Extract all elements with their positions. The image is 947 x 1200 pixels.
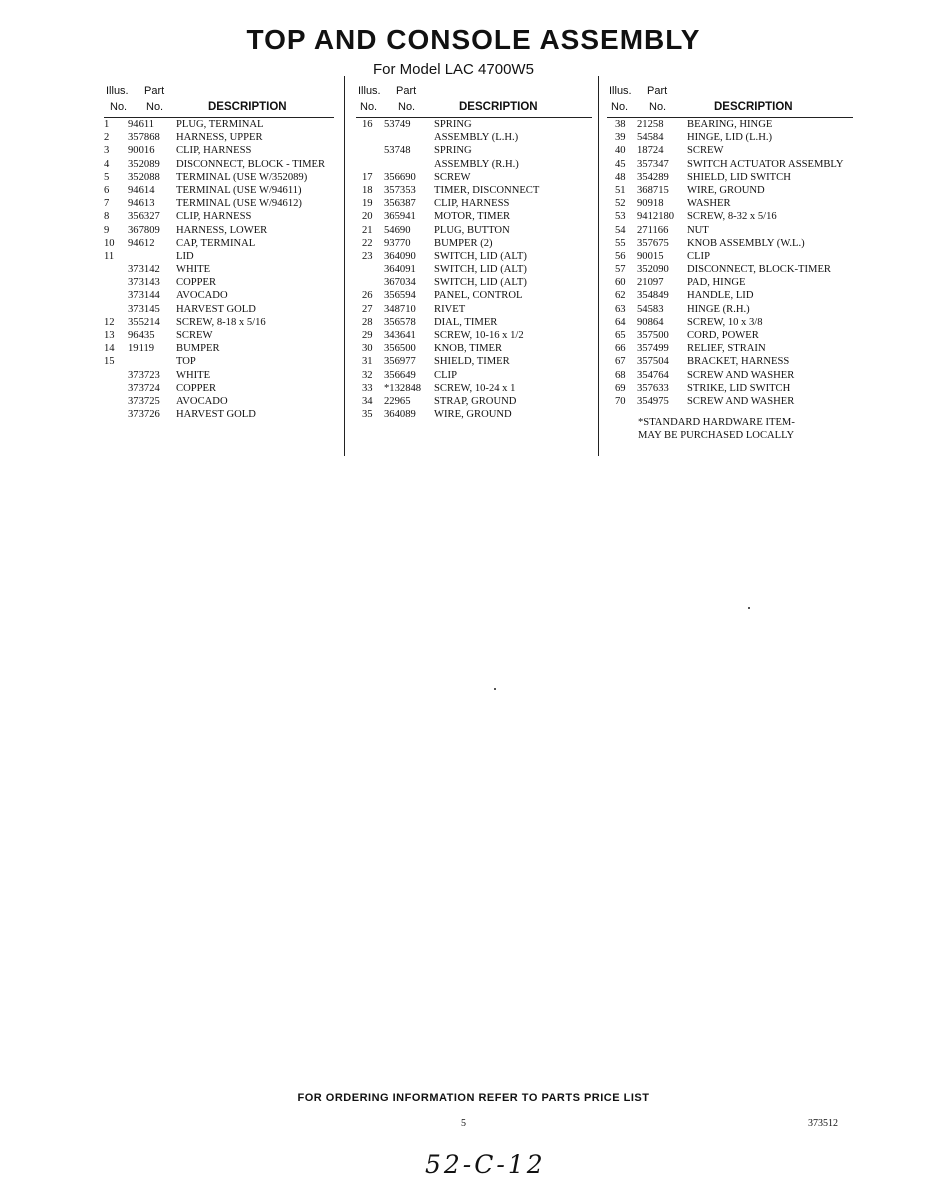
illus-no: 23 <box>362 250 373 262</box>
part-description: SCREW, 10-16 x 1/2 <box>434 330 524 341</box>
part-description: DISCONNECT, BLOCK-TIMER <box>687 264 831 276</box>
part-no: 373144 <box>128 290 160 302</box>
document-code: 373512 <box>808 1118 838 1129</box>
illus-no: 34 <box>362 395 373 407</box>
part-no: 9412180 <box>637 211 675 223</box>
part-no: 90016 <box>128 145 155 157</box>
column-header <box>356 84 598 116</box>
part-description: WHITE <box>176 264 211 276</box>
part-no: 356594 <box>384 290 416 302</box>
header-no: No. <box>611 101 629 113</box>
part-description: CLIP, HARNESS <box>176 145 252 157</box>
parts-list <box>356 118 598 421</box>
illus-no: 19 <box>362 198 373 210</box>
column-divider <box>598 76 599 456</box>
illus-no: 51 <box>615 184 626 196</box>
part-description: CLIP, HARNESS <box>176 211 252 223</box>
illus-no: 20 <box>362 211 373 223</box>
part-row <box>356 224 598 237</box>
illus-no: 7 <box>104 198 110 210</box>
part-description: CLIP, HARNESS <box>434 198 510 210</box>
part-no: 356977 <box>384 356 416 368</box>
scan-speck <box>748 607 750 609</box>
illus-no: 45 <box>615 158 626 170</box>
part-no: 53749 <box>384 119 411 130</box>
part-description: ASSEMBLY (R.H.) <box>434 158 519 170</box>
part-description: DISCONNECT, BLOCK - TIMER <box>176 158 326 170</box>
part-row <box>607 250 857 263</box>
part-description: HARNESS, UPPER <box>176 132 263 144</box>
part-row <box>104 303 340 316</box>
part-description: SHIELD, TIMER <box>434 356 510 368</box>
illus-no: 69 <box>615 382 626 394</box>
part-description: CLIP <box>687 250 710 262</box>
part-row <box>356 184 598 197</box>
part-row <box>356 131 598 144</box>
part-no: 90864 <box>637 316 664 328</box>
part-description: LID <box>176 250 194 262</box>
part-row <box>356 237 598 250</box>
illus-no: 9 <box>104 224 110 236</box>
part-row <box>356 382 598 395</box>
header-description: DESCRIPTION <box>459 101 538 113</box>
page-title: TOP AND CONSOLE ASSEMBLY <box>246 24 701 55</box>
illus-no: 54 <box>615 224 626 236</box>
part-description: CORD, POWER <box>687 330 759 341</box>
hardware-note <box>638 416 857 442</box>
part-row <box>607 158 857 171</box>
part-no: 373145 <box>128 303 160 315</box>
part-row <box>104 210 340 223</box>
part-no: 96435 <box>128 330 155 341</box>
part-description: MOTOR, TIMER <box>434 211 511 223</box>
part-no: 373723 <box>128 369 160 381</box>
part-row <box>607 289 857 302</box>
parts-column-3 <box>607 84 857 443</box>
header-illus: Illus. <box>609 85 632 97</box>
part-row <box>356 276 598 289</box>
part-row <box>607 224 857 237</box>
part-no: 94611 <box>128 119 155 130</box>
part-row <box>104 184 340 197</box>
part-description: KNOB, TIMER <box>434 343 503 355</box>
part-row <box>607 210 857 223</box>
illus-no: 33 <box>362 382 373 394</box>
part-no: 364089 <box>384 409 416 421</box>
part-row <box>104 158 340 171</box>
illus-no: 16 <box>362 119 373 130</box>
part-row <box>104 329 340 342</box>
part-no: 367809 <box>128 224 160 236</box>
illus-no: 5 <box>104 171 110 183</box>
part-row <box>356 289 598 302</box>
illus-no: 35 <box>362 409 373 421</box>
part-row <box>104 382 340 395</box>
note-line: *STANDARD HARDWARE ITEM- <box>638 417 795 429</box>
scan-speck <box>494 688 496 690</box>
part-description: SPRING <box>434 145 472 157</box>
part-description: WIRE, GROUND <box>434 409 512 421</box>
column-header <box>104 84 340 116</box>
part-no: 54690 <box>384 224 411 236</box>
part-no: 54584 <box>637 132 664 144</box>
part-row <box>607 118 857 131</box>
part-no: 355214 <box>128 316 160 328</box>
part-description: STRIKE, LID SWITCH <box>687 382 791 394</box>
part-description: HANDLE, LID <box>687 290 754 302</box>
part-description: TOP <box>176 356 196 368</box>
illus-no: 29 <box>362 330 373 341</box>
illus-no: 26 <box>362 290 373 302</box>
part-description: COPPER <box>176 382 217 394</box>
part-description: SWITCH ACTUATOR ASSEMBLY <box>687 158 844 170</box>
part-no: 364091 <box>384 264 416 276</box>
part-row <box>104 408 340 421</box>
illus-no: 70 <box>615 395 626 407</box>
part-row <box>104 131 340 144</box>
part-row <box>104 263 340 276</box>
illus-no: 56 <box>615 250 626 262</box>
illus-no: 13 <box>104 330 115 341</box>
part-no: 368715 <box>637 184 669 196</box>
part-row <box>607 329 857 342</box>
header-description: DESCRIPTION <box>208 101 287 113</box>
part-row <box>356 329 598 342</box>
part-row <box>356 316 598 329</box>
illus-no: 4 <box>104 158 110 170</box>
part-no: 53748 <box>384 145 411 157</box>
parts-column-2 <box>356 84 598 421</box>
part-no: 357353 <box>384 184 416 196</box>
part-row <box>356 395 598 408</box>
part-no: 352088 <box>128 171 160 183</box>
part-description: CLIP <box>434 369 457 381</box>
part-description: AVOCADO <box>176 395 228 407</box>
part-row <box>356 369 598 382</box>
part-row <box>607 171 857 184</box>
illus-no: 10 <box>104 237 115 249</box>
part-row <box>356 263 598 276</box>
part-description: STRAP, GROUND <box>434 395 517 407</box>
part-row <box>104 144 340 157</box>
part-description: SCREW AND WASHER <box>687 369 795 381</box>
parts-column-1 <box>104 84 340 421</box>
header-part-no: No. <box>398 101 416 113</box>
part-description: NUT <box>687 224 709 236</box>
illus-no: 3 <box>104 145 110 157</box>
illus-no: 1 <box>104 119 110 130</box>
part-description: TERMINAL (USE W/94611) <box>176 184 302 196</box>
part-row <box>607 276 857 289</box>
illus-no: 65 <box>615 330 626 341</box>
part-description: BRACKET, HARNESS <box>687 356 790 368</box>
part-description: SWITCH, LID (ALT) <box>434 250 527 262</box>
part-description: HINGE (R.H.) <box>687 303 750 315</box>
part-no: 21097 <box>637 277 664 289</box>
part-row <box>607 144 857 157</box>
illus-no: 39 <box>615 132 626 144</box>
illus-no: 38 <box>615 119 626 130</box>
part-row <box>104 224 340 237</box>
part-description: BUMPER (2) <box>434 237 493 249</box>
part-description: PLUG, TERMINAL <box>176 119 264 130</box>
part-no: 18724 <box>637 145 664 157</box>
part-no: 22965 <box>384 395 411 407</box>
model-subtitle: For Model LAC 4700W5 <box>373 61 534 78</box>
part-no: *132848 <box>384 382 422 394</box>
illus-no: 22 <box>362 237 373 249</box>
part-no: 54583 <box>637 303 664 315</box>
part-description: SWITCH, LID (ALT) <box>434 277 527 289</box>
part-row <box>104 171 340 184</box>
header-part: Part <box>144 85 165 97</box>
part-description: WIRE, GROUND <box>687 184 765 196</box>
part-row <box>607 342 857 355</box>
header-part-no: No. <box>649 101 667 113</box>
part-description: BEARING, HINGE <box>687 119 773 130</box>
part-description: HARNESS, LOWER <box>176 224 268 236</box>
part-no: 357500 <box>637 330 669 341</box>
part-no: 373724 <box>128 382 160 394</box>
part-no: 343641 <box>384 330 416 341</box>
illus-no: 55 <box>615 237 626 249</box>
part-row <box>356 408 598 421</box>
part-no: 90918 <box>637 198 664 210</box>
illus-no: 53 <box>615 211 626 223</box>
part-description: HINGE, LID (L.H.) <box>687 132 773 144</box>
part-description: AVOCADO <box>176 290 228 302</box>
part-row <box>356 197 598 210</box>
part-description: SPRING <box>434 119 472 130</box>
illus-no: 40 <box>615 145 626 157</box>
part-description: SCREW, 10 x 3/8 <box>687 316 763 328</box>
part-description: SCREW AND WASHER <box>687 395 795 407</box>
part-no: 357499 <box>637 343 669 355</box>
part-row <box>607 316 857 329</box>
illus-no: 32 <box>362 369 373 381</box>
page-number: 5 <box>461 1118 466 1129</box>
part-row <box>607 263 857 276</box>
part-no: 354764 <box>637 369 669 381</box>
part-row <box>104 316 340 329</box>
part-description: HARVEST GOLD <box>176 303 256 315</box>
part-description: PANEL, CONTROL <box>434 290 523 302</box>
illus-no: 15 <box>104 356 115 368</box>
part-no: 352090 <box>637 264 669 276</box>
part-row <box>356 210 598 223</box>
part-description: SCREW <box>687 145 724 157</box>
illus-no: 27 <box>362 303 373 315</box>
part-description: RELIEF, STRAIN <box>687 343 766 355</box>
part-no: 373726 <box>128 409 160 421</box>
illus-no: 28 <box>362 316 373 328</box>
part-row <box>607 131 857 144</box>
illus-no: 68 <box>615 369 626 381</box>
handwritten-note: 52-C-12 <box>425 1150 546 1179</box>
part-row <box>356 355 598 368</box>
parts-list <box>607 118 857 408</box>
part-no: 94612 <box>128 237 155 249</box>
illus-no: 52 <box>615 198 626 210</box>
part-row <box>607 237 857 250</box>
illus-no: 30 <box>362 343 373 355</box>
part-row <box>607 303 857 316</box>
part-no: 354289 <box>637 171 669 183</box>
note-line: MAY BE PURCHASED LOCALLY <box>638 430 795 442</box>
part-no: 356578 <box>384 316 416 328</box>
part-row <box>104 197 340 210</box>
header-illus: Illus. <box>358 85 381 97</box>
illus-no: 11 <box>104 250 115 262</box>
part-no: 364090 <box>384 250 416 262</box>
part-no: 19119 <box>128 343 155 355</box>
part-no: 356690 <box>384 171 416 183</box>
part-row <box>356 250 598 263</box>
part-description: SCREW, 8-32 x 5/16 <box>687 211 777 223</box>
part-row <box>607 355 857 368</box>
illus-no: 64 <box>615 316 626 328</box>
illus-no: 62 <box>615 290 626 302</box>
part-no: 348710 <box>384 303 416 315</box>
part-description: TERMINAL (USE W/352089) <box>176 171 308 183</box>
part-no: 94614 <box>128 184 155 196</box>
part-no: 90015 <box>637 250 664 262</box>
header-part: Part <box>396 85 417 97</box>
header-no: No. <box>110 101 128 113</box>
illus-no: 14 <box>104 343 115 355</box>
part-description: TIMER, DISCONNECT <box>434 184 540 196</box>
part-description: BUMPER <box>176 343 220 355</box>
header-description: DESCRIPTION <box>714 101 793 113</box>
part-no: 357675 <box>637 237 669 249</box>
part-description: HARVEST GOLD <box>176 409 256 421</box>
part-row <box>607 395 857 408</box>
part-row <box>356 118 598 131</box>
part-row <box>607 369 857 382</box>
illus-no: 48 <box>615 171 626 183</box>
part-no: 21258 <box>637 119 664 130</box>
part-description: RIVET <box>434 303 466 315</box>
part-no: 354849 <box>637 290 669 302</box>
part-no: 356387 <box>384 198 416 210</box>
parts-list <box>104 118 340 421</box>
illus-no: 63 <box>615 303 626 315</box>
illus-no: 12 <box>104 316 115 328</box>
part-row <box>356 342 598 355</box>
illus-no: 60 <box>615 277 626 289</box>
part-row <box>356 158 598 171</box>
illus-no: 66 <box>615 343 626 355</box>
part-description: KNOB ASSEMBLY (W.L.) <box>687 237 805 249</box>
part-description: SCREW <box>176 330 213 341</box>
column-divider <box>344 76 345 456</box>
part-no: 357633 <box>637 382 669 394</box>
part-description: CAP, TERMINAL <box>176 237 256 249</box>
part-no: 367034 <box>384 277 416 289</box>
illus-no: 2 <box>104 132 110 144</box>
part-description: SCREW, 10-24 x 1 <box>434 382 516 394</box>
part-row <box>607 197 857 210</box>
part-description: WASHER <box>687 198 731 210</box>
part-no: 365941 <box>384 211 416 223</box>
part-no: 94613 <box>128 198 155 210</box>
header-part-no: No. <box>146 101 164 113</box>
part-row <box>607 184 857 197</box>
part-row <box>356 144 598 157</box>
illus-no: 57 <box>615 264 626 276</box>
part-row <box>104 276 340 289</box>
part-description: PLUG, BUTTON <box>434 224 510 236</box>
part-no: 352089 <box>128 158 160 170</box>
part-description: ASSEMBLY (L.H.) <box>434 132 519 144</box>
part-description: SCREW, 8-18 x 5/16 <box>176 316 266 328</box>
header-illus: Illus. <box>106 85 129 97</box>
part-row <box>104 118 340 131</box>
part-description: SHIELD, LID SWITCH <box>687 171 791 183</box>
part-description: SCREW <box>434 171 471 183</box>
header-part: Part <box>647 85 668 97</box>
part-no: 356500 <box>384 343 416 355</box>
part-no: 357868 <box>128 132 160 144</box>
part-no: 373142 <box>128 264 160 276</box>
part-description: PAD, HINGE <box>687 277 746 289</box>
illus-no: 6 <box>104 184 110 196</box>
illus-no: 21 <box>362 224 373 236</box>
part-no: 357504 <box>637 356 669 368</box>
part-description: TERMINAL (USE W/94612) <box>176 198 302 210</box>
part-no: 354975 <box>637 395 669 407</box>
part-row <box>104 369 340 382</box>
ordering-footer: FOR ORDERING INFORMATION REFER TO PARTS PRICE LIST <box>297 1092 650 1104</box>
part-description: WHITE <box>176 369 211 381</box>
illus-no: 67 <box>615 356 626 368</box>
part-row <box>104 237 340 250</box>
part-no: 373143 <box>128 277 160 289</box>
part-no: 271166 <box>637 224 669 236</box>
illus-no: 31 <box>362 356 373 368</box>
part-no: 373725 <box>128 395 160 407</box>
part-description: SWITCH, LID (ALT) <box>434 264 527 276</box>
part-no: 356327 <box>128 211 160 223</box>
part-row <box>356 303 598 316</box>
part-description: DIAL, TIMER <box>434 316 498 328</box>
part-no: 357347 <box>637 158 669 170</box>
part-no: 93770 <box>384 237 411 249</box>
part-row <box>104 289 340 302</box>
part-row <box>104 250 340 263</box>
part-no: 356649 <box>384 369 416 381</box>
part-row <box>104 355 340 368</box>
header-no: No. <box>360 101 378 113</box>
illus-no: 18 <box>362 184 373 196</box>
part-row <box>356 171 598 184</box>
illus-no: 8 <box>104 211 110 223</box>
illus-no: 17 <box>362 171 373 183</box>
part-row <box>607 382 857 395</box>
part-row <box>104 342 340 355</box>
part-row <box>104 395 340 408</box>
part-description: COPPER <box>176 277 217 289</box>
column-header <box>607 84 857 116</box>
